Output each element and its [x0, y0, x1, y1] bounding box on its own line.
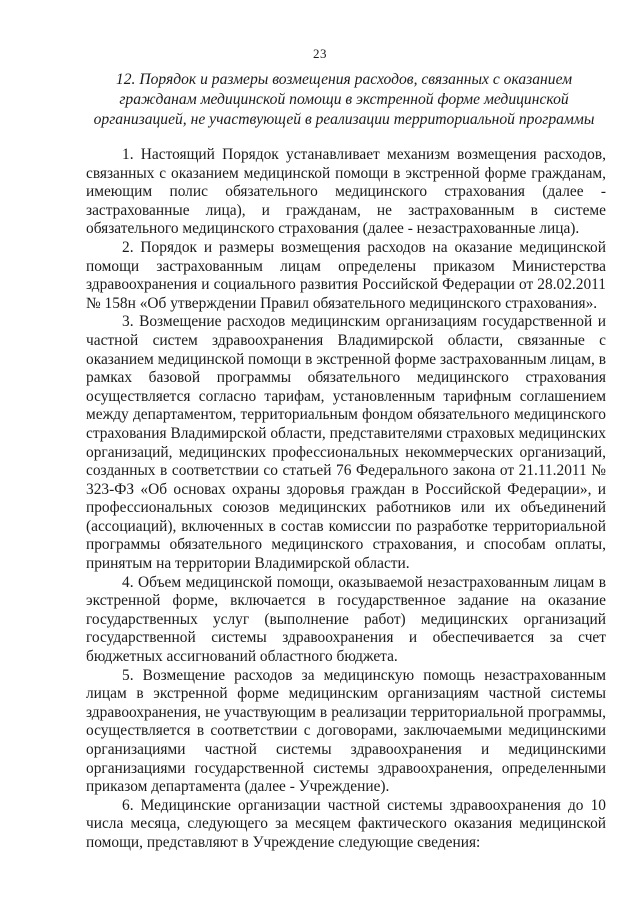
paragraph-3: 3. Возмещение расходов медицинским организациям государственной и частной систем здравоохранения Владимирской области, связанные с оказанием медицинской помощи в экстренной форме застрахованным лицам, в рамках базовой программы обязательного медицинского страхования осуществляется согласно тарифам, установленным тарифным соглашением между департаментом, территориальным фондом обязательного медицинского страхования Владимирской области, представителями страховых медицинских организаций, медицинских профессиональных некоммерческих организаций, созданных в соответствии со статьей 76 Федерального закона от 21.11.2011 № 323-ФЗ «Об основах охраны здоровья граждан в Российской Федерации», и профессиональных союзов медицинских работников или их объединений (ассоциаций), включенных в состав комиссии по разработке территориальной программы обязательного медицинского страхования, и способам оплаты, принятым на территории Владимирской области.	[86, 313, 606, 573]
paragraph-2: 2. Порядок и размеры возмещения расходов на оказание медицинской помощи застрахованным лицам определены приказом Министерства здравоохранения и социального развития Российской Федерации от 28.02.2011 № 158н «Об утверждении Правил обязательного медицинского страхования».	[86, 238, 606, 312]
paragraph-4: 4. Объем медицинской помощи, оказываемой незастрахованным лицам в экстренной форме, включается в государственное задание на оказание государственных услуг (выполнение работ) медицинских организаций государственной системы здравоохранения и обеспечивается за счет бюджетных ассигнований областного бюджета.	[86, 573, 606, 666]
paragraph-1: 1. Настоящий Порядок устанавливает механизм возмещения расходов, связанных с оказанием медицинской помощи в экстренной форме гражданам, имеющим полис обязательного медицинского страхования (далее - застрахованные лица), и гражданам, не застрахованным в системе обязательного медицинского страхования (далее - незастрахованные лица).	[86, 146, 606, 238]
document-body	[86, 146, 606, 853]
paragraph-5: 5. Возмещение расходов за медицинскую помощь незастрахованным лицам в экстренной форме медицинским организациям частной системы здравоохранения, не участвующим в реализации территориальной программы, осуществляется в соответствии с договорами, заключаемыми медицинскими организациями частной системы здравоохранения и медицинскими организациями государственной системы здравоохранения, определенными приказом департамента (далее - Учреждение).	[86, 666, 606, 796]
page-number: 23	[313, 46, 327, 61]
section-heading: 12. Порядок и размеры возмещения расходов, связанных с оказанием гражданам медицинской помощи в экстренной форме медицинской организацией, не участвующей в реализации территориальной программы	[93, 71, 595, 128]
paragraph-6: 6. Медицинские организации частной системы здравоохранения до 10 числа месяца, следующего за месяцем фактического оказания медицинской помощи, представляют в Учреждение следующие сведения:	[86, 796, 606, 851]
